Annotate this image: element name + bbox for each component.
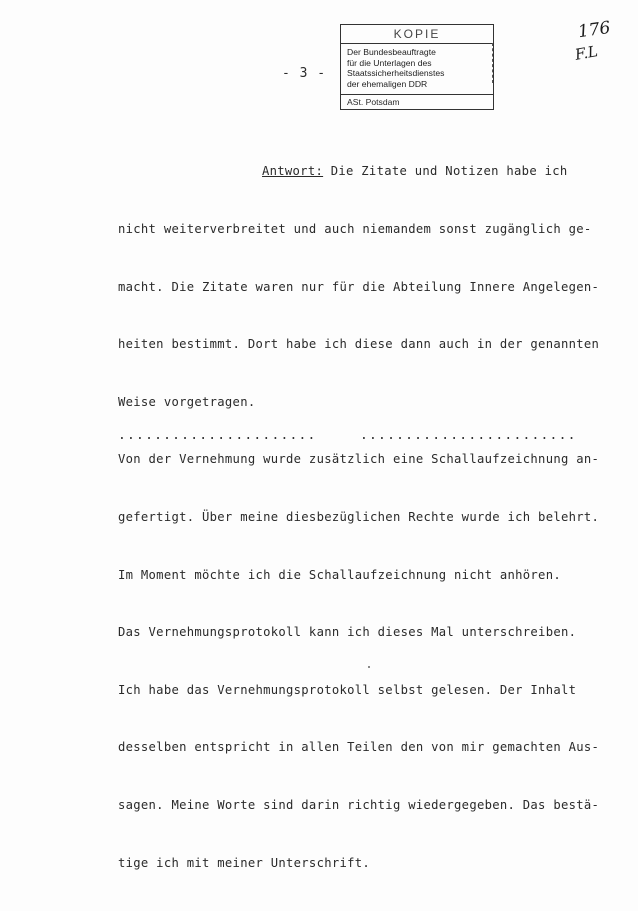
signature-line-right: ........................ (360, 428, 577, 443)
statement-line: Das Vernehmungsprotokoll kann ich dieses Mal unterschreiben. (118, 625, 577, 640)
statement-line: Ich habe das Vernehmungsprotokoll selbst gelesen. Der Inhalt (118, 682, 577, 697)
stamp-title: KOPIE (341, 25, 493, 44)
signature-line-left: ...................... (118, 428, 317, 443)
stamp-line: der ehemaligen DDR (347, 78, 428, 89)
scan-speck (368, 666, 370, 668)
statement-line: Weise vorgetragen. (118, 394, 256, 409)
statement-line-first (118, 162, 618, 181)
statement-text (118, 124, 618, 911)
statement-line: heiten bestimmt. Dort habe ich diese dann auch in der genannten (118, 337, 600, 352)
statement-line: Im Moment möchte ich die Schallaufzeichnung nicht anhören. (118, 567, 561, 582)
statement-line: gefertigt. Über meine diesbezüglichen Rechte wurde ich belehrt. (118, 509, 600, 524)
stamp-text (341, 44, 493, 89)
handwritten-initials: F.L (573, 42, 600, 64)
statement-line: tige ich mit meiner Unterschrift. (118, 855, 371, 870)
page-number: - 3 - (282, 66, 327, 81)
answer-label: Antwort: (262, 164, 324, 179)
archive-stamp (340, 24, 494, 110)
handwritten-folio-number: 176 (576, 17, 612, 43)
statement-line: Von der Vernehmung wurde zusätzlich eine Schallaufzeichnung an- (118, 452, 600, 467)
stamp-divider (491, 43, 493, 83)
statement-line: macht. Die Zitate waren nur für die Abteilung Innere Angelegen- (118, 279, 600, 294)
statement-line: desselben entspricht in allen Teilen den von mir gemachten Aus- (118, 740, 600, 755)
statement-line: nicht weiterverbreitet und auch niemandem sonst zugänglich ge- (118, 222, 592, 236)
statement-line: sagen. Meine Worte sind darin richtig wiedergegeben. Das bestä- (118, 797, 600, 812)
stamp-line: Der Bundesbeauftragte (347, 47, 436, 57)
answer-text-start: Die Zitate und Notizen habe ich (323, 164, 568, 179)
stamp-office: ASt. Potsdam (341, 94, 493, 109)
stamp-line: für die Unterlagen des (347, 57, 432, 68)
stamp-line: Staatssicherheitsdienstes (347, 68, 445, 78)
